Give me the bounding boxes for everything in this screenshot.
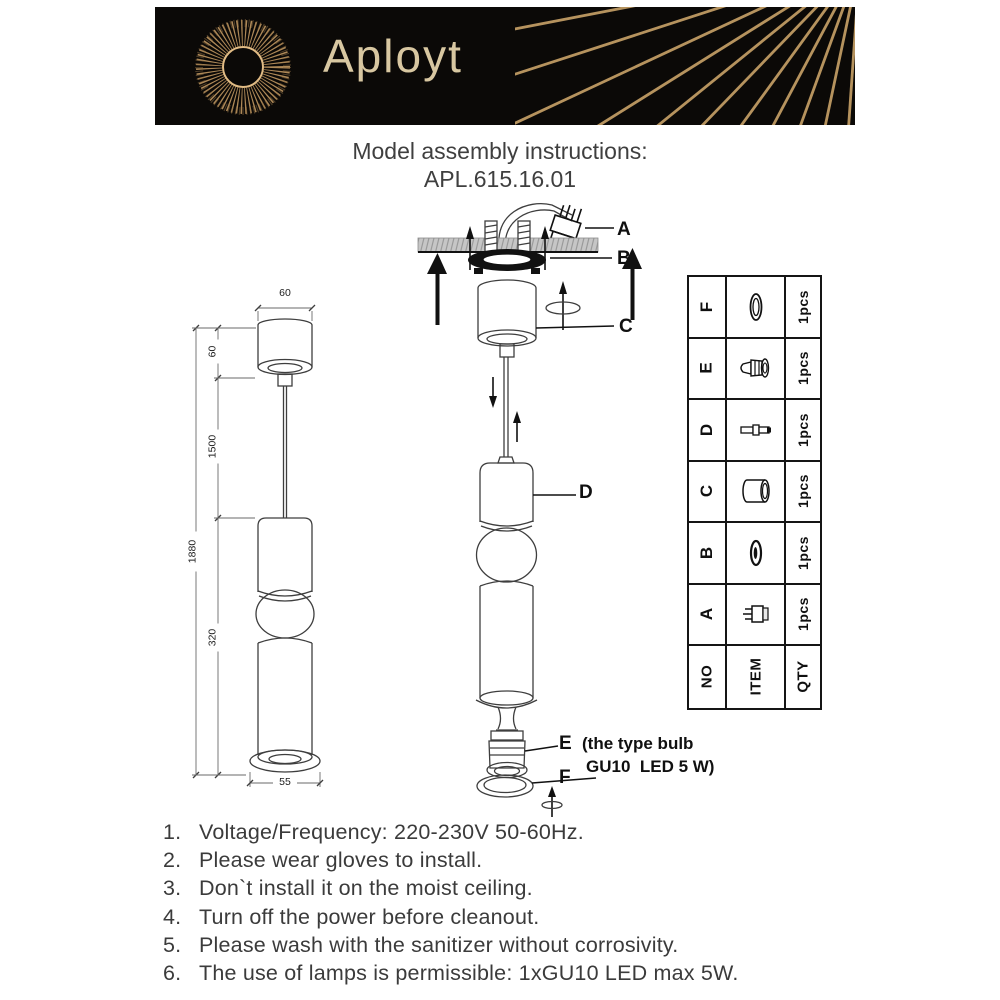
list-item	[163, 846, 883, 874]
header-no: NO	[698, 665, 716, 689]
dim-total-height: 1880	[188, 532, 199, 572]
cord-arrows	[489, 377, 521, 442]
header-qty: QTY	[794, 660, 812, 693]
part-no: E	[697, 362, 716, 374]
item-number: 1.	[163, 819, 182, 844]
dim-body-height: 320	[208, 624, 219, 652]
page-title: Model assembly instructions:	[352, 138, 648, 164]
table-row	[689, 585, 820, 647]
item-number: 3.	[163, 876, 182, 901]
parts-table	[687, 275, 822, 710]
terminal-icon	[736, 596, 776, 632]
part-qty: 1pcs	[794, 597, 811, 632]
list-item	[163, 959, 883, 987]
part-qty: 1pcs	[794, 351, 811, 386]
ring-icon	[736, 289, 776, 325]
list-item	[163, 931, 883, 959]
bulb-drawing	[487, 707, 527, 778]
part-no: B	[697, 546, 716, 559]
part-no: C	[697, 485, 716, 498]
table-row	[689, 462, 820, 524]
part-qty: 1pcs	[794, 412, 811, 447]
item-text: Please wash with the sanitizer without corrosivity.	[199, 932, 679, 957]
dim-cord-length: 1500	[208, 430, 219, 464]
bulb-icon	[736, 350, 776, 386]
part-no: A	[697, 608, 716, 621]
table-row	[689, 400, 820, 462]
dim-canopy-height: 60	[208, 340, 219, 364]
item-text: Turn off the power before cleanout.	[199, 904, 540, 929]
header-item: ITEM	[747, 657, 764, 696]
item-text: Voltage/Frequency: 220-230V 50-60Hz.	[199, 819, 584, 844]
list-item	[163, 818, 883, 846]
item-number: 4.	[163, 904, 182, 929]
rotate-indicator-top	[546, 281, 580, 330]
dim-bottom-width: 55	[273, 777, 297, 788]
item-number: 2.	[163, 847, 182, 872]
label-c: C	[619, 316, 633, 337]
canopy-icon	[736, 473, 776, 509]
brand-banner	[155, 7, 855, 125]
list-item	[163, 903, 883, 931]
bulb-note-line2: GU10 LED 5 W)	[586, 757, 715, 776]
part-qty: 1pcs	[794, 535, 811, 570]
list-item	[163, 875, 883, 903]
bulb-note-line1: (the type bulb	[582, 734, 694, 753]
disc-icon	[736, 535, 776, 571]
part-no: D	[697, 423, 716, 436]
label-e: E	[559, 733, 572, 754]
pin-icon	[736, 412, 776, 448]
table-header-row	[689, 646, 820, 708]
item-text: The use of lamps is permissible: 1xGU10 LED max 5W.	[199, 961, 739, 986]
part-qty: 1pcs	[794, 289, 811, 324]
dim-top-width: 60	[273, 288, 297, 299]
rays-icon	[515, 7, 855, 125]
table-row	[689, 277, 820, 339]
decor-ring-drawing	[477, 775, 533, 797]
item-text: Please wear gloves to install.	[199, 847, 483, 872]
item-number: 6.	[163, 961, 182, 986]
label-a: A	[617, 219, 631, 240]
item-text: Don`t install it on the moist ceiling.	[199, 876, 533, 901]
table-row	[689, 339, 820, 401]
label-d: D	[579, 482, 593, 503]
table-row	[689, 523, 820, 585]
assembly-diagram	[400, 195, 730, 820]
starburst-icon	[188, 12, 298, 122]
part-no: F	[696, 301, 716, 312]
dimension-drawing	[180, 295, 330, 800]
part-qty: 1pcs	[794, 474, 811, 509]
rotate-indicator-bottom	[542, 786, 562, 817]
canopy-drawing	[478, 280, 536, 357]
model-number: APL.615.16.01	[423, 166, 577, 192]
mount-ring-drawing	[468, 249, 546, 274]
label-b: B	[617, 248, 631, 269]
lamp-body-drawing	[476, 457, 537, 708]
brand-text: Aployt	[323, 30, 463, 82]
item-number: 5.	[163, 932, 182, 957]
label-f: F	[559, 767, 571, 788]
instructions-list	[163, 818, 883, 988]
